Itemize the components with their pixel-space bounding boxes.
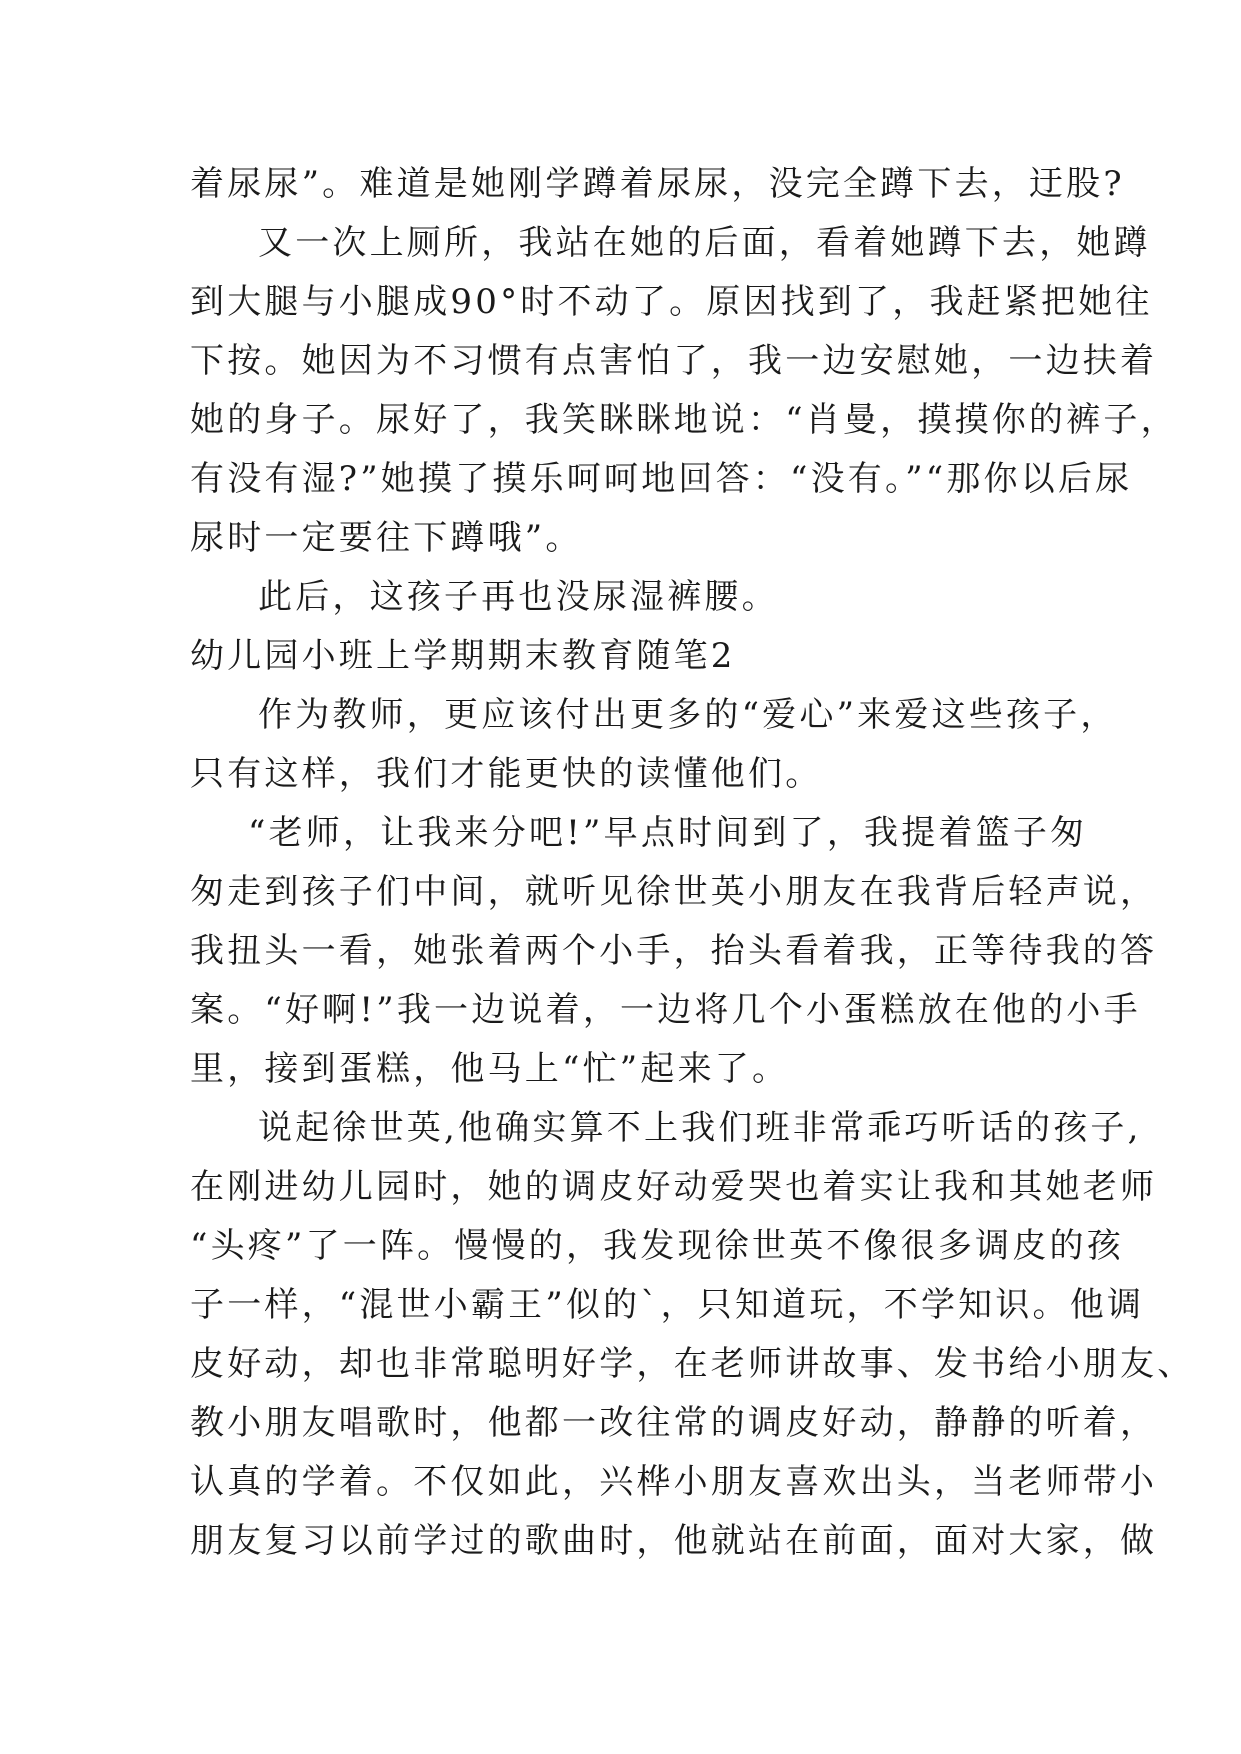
text-line: 朋友复习以前学过的歌曲时，他就站在前面，面对大家，做 bbox=[190, 1521, 1158, 1561]
text-line: 匆走到孩子们中间，就听见徐世英小朋友在我背后轻声说， bbox=[190, 872, 1158, 912]
text-line: 只有这样，我们才能更快的读懂他们。 bbox=[190, 754, 823, 794]
text-line: 有没有湿?”她摸了摸乐呵呵地回答：“没有。”“那你以后尿 bbox=[190, 459, 1133, 499]
text-line: 尿时一定要往下蹲哦”。 bbox=[190, 518, 583, 558]
paragraph-start: “老师，让我来分吧!”早点时间到了，我提着篮子匆 bbox=[248, 813, 1088, 853]
text-line: 到大腿与小腿成90°时不动了。原因找到了，我赶紧把她往 bbox=[190, 282, 1153, 322]
text-line: 认真的学着。不仅如此，兴桦小朋友喜欢出头，当老师带小 bbox=[190, 1462, 1158, 1502]
text-line: 在刚进幼儿园时，她的调皮好动爱哭也着实让我和其她老师 bbox=[190, 1167, 1158, 1207]
section-heading: 幼儿园小班上学期期末教育随笔2 bbox=[190, 636, 736, 676]
text-line: 教小朋友唱歌时，他都一改往常的调皮好动，静静的听着， bbox=[190, 1403, 1158, 1443]
text-line: 下按。她因为不习惯有点害怕了，我一边安慰她，一边扶着 bbox=[190, 341, 1158, 381]
text-line: 案。“好啊!”我一边说着，一边将几个小蛋糕放在他的小手 bbox=[190, 990, 1141, 1030]
text-line: 里，接到蛋糕，他马上“忙”起来了。 bbox=[190, 1049, 790, 1089]
text-line: 我扭头一看，她张着两个小手，抬头看着我，正等待我的答 bbox=[190, 931, 1158, 971]
paragraph-start: 此后，这孩子再也没尿湿裤腰。 bbox=[258, 577, 779, 617]
text-line: “头疼”了一阵。慢慢的，我发现徐世英不像很多调皮的孩 bbox=[190, 1226, 1124, 1266]
text-line: 皮好动，却也非常聪明好学，在老师讲故事、发书给小朋友、 bbox=[190, 1344, 1195, 1384]
text-line: 她的身子。尿好了，我笑眯眯地说：“肖曼，摸摸你的裤子， bbox=[190, 400, 1178, 440]
paragraph-start: 又一次上厕所，我站在她的后面，看着她蹲下去，她蹲 bbox=[258, 223, 1151, 263]
paragraph-start: 作为教师，更应该付出更多的“爱心”来爱这些孩子， bbox=[258, 695, 1118, 735]
text-line: 子一样，“混世小霸王”似的`，只知道玩，不学知识。他调 bbox=[190, 1285, 1145, 1325]
paragraph-start: 说起徐世英,他确实算不上我们班非常乖巧听话的孩子, bbox=[258, 1108, 1142, 1148]
text-line: 着尿尿”。难道是她刚学蹲着尿尿，没完全蹲下去，迂股? bbox=[190, 164, 1125, 204]
